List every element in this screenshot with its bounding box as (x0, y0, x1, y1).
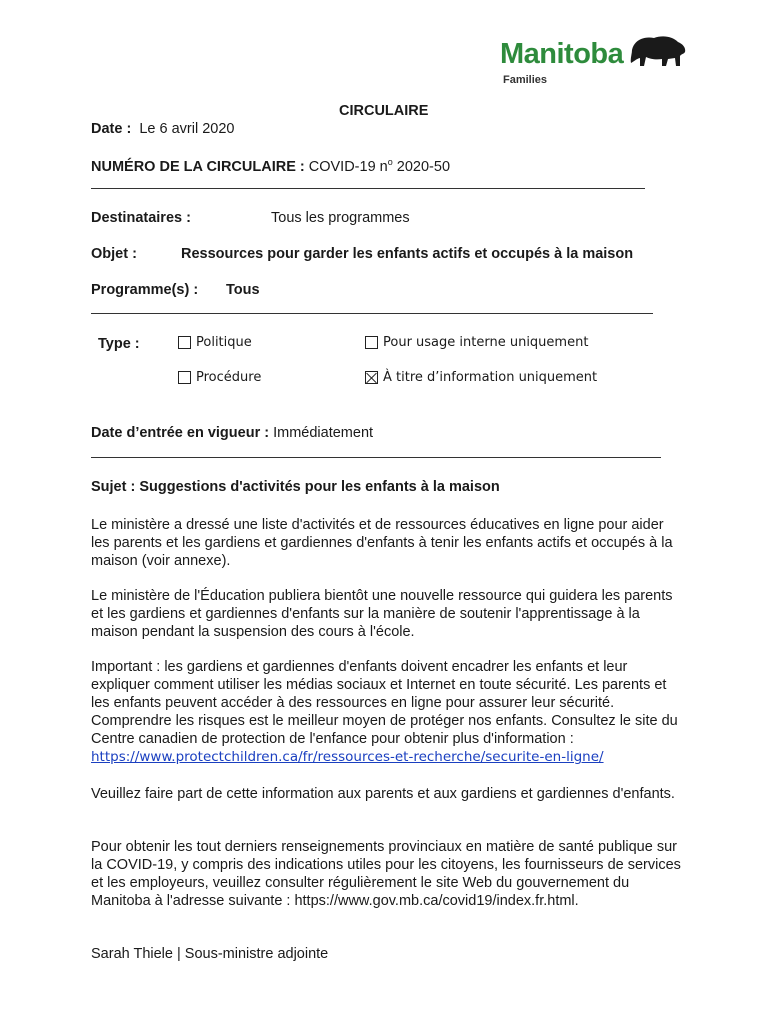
date-value: Le 6 avril 2020 (139, 121, 235, 137)
logo-subtitle: Families (503, 74, 548, 86)
checkbox[interactable] (178, 336, 191, 349)
divider (91, 313, 653, 314)
type-option-label: Pour usage interne uniquement (383, 335, 589, 350)
programs-label: Programme(s) : (91, 282, 199, 298)
paragraph-4: Veuillez faire part de cette information aux parents et aux gardiens et gardiennes d'enfants. (91, 786, 675, 802)
type-option-label: À titre d’information uniquement (383, 370, 598, 385)
type-option-information-only[interactable] (365, 370, 597, 385)
paragraph-3-text: Important : les gardiens et gardiennes d'enfants doivent encadrer les enfants et leur expliquer comment utiliser les médias sociaux et Internet en toute sécurité. Les parents et les enfants peuvent accéder à des ressources en ligne pour assurer leur sécurité. Comprendre les risques est le meilleur moyen de protéger nos enfants. Consultez le site du Centre canadien de protection de l'enfance pour obtenir plus d'information : (91, 659, 678, 747)
paragraph-5: Pour obtenir les tout derniers renseignements provinciaux en matière de santé publique sur la COVID-19, y compris des indications utiles pour les citoyens, les fournisseurs de services et les employeurs, veuillez consulter régulièrement le site Web du gouvernement du Manitoba à l'adresse suivante : https://www.gov.mb.ca/covid19/index.fr.html. (91, 839, 681, 909)
effective-date-value: Immédiatement (273, 425, 374, 441)
type-label: Type : (98, 336, 140, 352)
circular-number-label: NUMÉRO DE LA CIRCULAIRE : (91, 158, 305, 175)
page-title: CIRCULAIRE (339, 103, 429, 119)
date-line (91, 121, 234, 137)
divider (91, 457, 661, 458)
logo-wordmark: Manitoba (500, 38, 624, 70)
recipients-label: Destinataires : (91, 210, 191, 226)
subject-label: Objet : (91, 246, 137, 262)
circular-number-line (91, 157, 450, 175)
effective-date-line (91, 425, 373, 441)
protectchildren-link[interactable]: https://www.protectchildren.ca/fr/ressources-et-recherche/securite-en-ligne/ (91, 749, 604, 765)
type-option-internal-use[interactable] (365, 335, 588, 350)
type-option-label: Procédure (196, 370, 262, 385)
paragraph-1: Le ministère a dressé une liste d'activités et de ressources éducatives en ligne pour aider les parents et les gardiens et gardiennes d'enfants à tenir les enfants actifs et occupés à la maison (voir annexe). (91, 517, 673, 569)
type-option-label: Politique (196, 335, 252, 350)
divider (91, 188, 645, 189)
checkbox-checked[interactable] (365, 371, 378, 384)
signature: Sarah Thiele | Sous-ministre adjointe (91, 946, 329, 962)
paragraph-2: Le ministère de l'Éducation publiera bientôt une nouvelle ressource qui guidera les parents et les gardiens et gardiennes d'enfants sur la manière de soutenir l'apprentissage à la maison pendant la suspension des cours à l'école. (91, 588, 673, 640)
recipients-value: Tous les programmes (271, 210, 410, 226)
type-option-policy[interactable] (178, 335, 252, 350)
manitoba-families-logo (500, 30, 690, 92)
checkbox[interactable] (365, 336, 378, 349)
paragraph-3 (91, 658, 681, 766)
checkbox[interactable] (178, 371, 191, 384)
type-option-procedure[interactable] (178, 370, 261, 385)
programs-value: Tous (226, 282, 260, 298)
bison-icon (628, 32, 688, 72)
effective-date-label: Date d’entrée en vigueur : (91, 425, 270, 441)
subject-value: Ressources pour garder les enfants actifs et occupés à la maison (181, 246, 634, 262)
date-label: Date : (91, 121, 132, 137)
section-heading: Sujet : Suggestions d'activités pour les enfants à la maison (91, 479, 500, 495)
circular-number-value: COVID-19 $n^o$ 2020-50 (308, 157, 451, 175)
